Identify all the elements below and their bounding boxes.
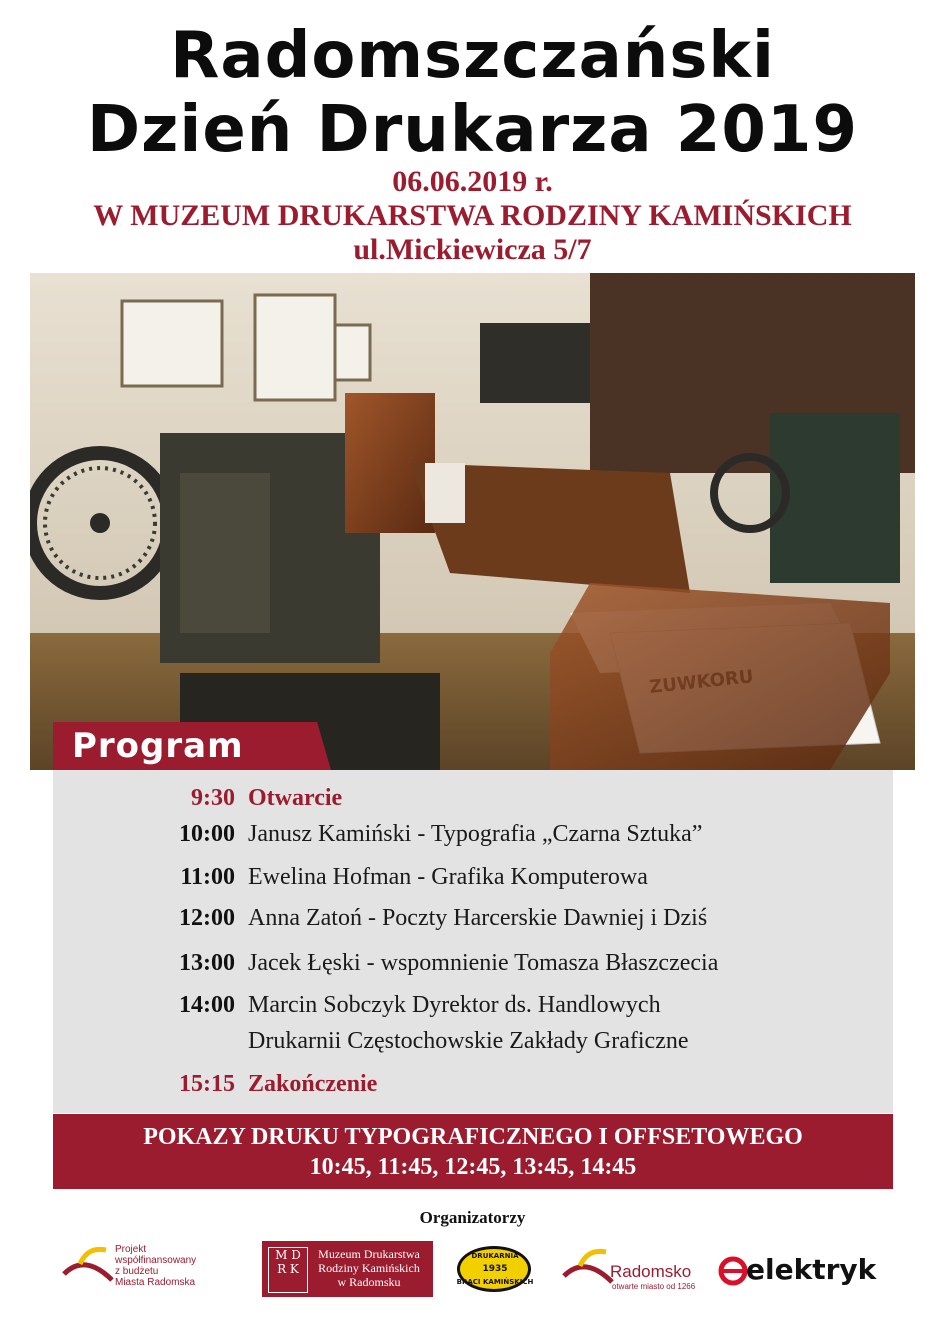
elektryk-name: elektryk xyxy=(746,1253,877,1286)
schedule-time: 14:00 xyxy=(179,992,235,1018)
printing-press-illustration xyxy=(30,273,915,770)
drukarnia-year: 1935 xyxy=(482,1264,508,1274)
elektryk-e-icon xyxy=(718,1252,748,1288)
schedule-desc-line2: Drukarnii Częstochowskie Zakłady Graficzne xyxy=(248,1028,689,1054)
poster-title-line2: Dzień Drukarza 2019 xyxy=(87,93,858,167)
event-date: 06.06.2019 r. xyxy=(392,165,553,198)
cofinancing-text: Projekt współfinansowany z budżetu Miasta Radomska xyxy=(115,1244,197,1288)
organizers-heading: Organizatorzy xyxy=(419,1208,526,1227)
drukarnia-top-text: DRUKARNIA xyxy=(471,1252,519,1260)
museum-logo xyxy=(262,1241,433,1297)
radomsko-logo xyxy=(560,1240,700,1300)
program-schedule xyxy=(53,770,893,1113)
schedule-time: 11:00 xyxy=(180,864,235,890)
schedule-desc: Zakończenie xyxy=(248,1071,378,1097)
radomsko-tagline: otwarte miasto od 1266 xyxy=(612,1282,696,1291)
schedule-time: 10:00 xyxy=(179,821,235,847)
schedule-desc: Ewelina Hofman - Grafika Komputerowa xyxy=(248,864,648,890)
schedule-desc: Janusz Kamiński - Typografia „Czarna Sztuka” xyxy=(248,821,703,847)
printing-press-photo xyxy=(30,273,915,770)
museum-logo-text: Muzeum Drukarstwa Rodziny Kamińskich w Radomsku xyxy=(318,1247,420,1289)
city-cofinancing-logo xyxy=(60,1240,240,1300)
demos-title: POKAZY DRUKU TYPOGRAFICZNEGO I OFFSETOWEGO xyxy=(143,1124,803,1150)
schedule-time: 15:15 xyxy=(179,1071,235,1097)
elektryk-logo xyxy=(718,1252,888,1288)
event-address: ul.Mickiewicza 5/7 xyxy=(353,233,592,266)
schedule-time: 12:00 xyxy=(179,905,235,931)
swoosh-icon xyxy=(60,1240,120,1290)
radomsko-name: Radomsko xyxy=(610,1262,692,1281)
schedule-desc: Marcin Sobczyk Dyrektor ds. Handlowych xyxy=(248,992,661,1018)
schedule-desc: Anna Zatoń - Poczty Harcerskie Dawniej i Dziś xyxy=(248,905,708,931)
drukarnia-bottom-text: BRACI KAMIŃSKICH xyxy=(456,1278,534,1286)
program-heading: Program xyxy=(72,726,244,766)
schedule-time: 9:30 xyxy=(191,785,235,811)
demos-times: 10:45, 11:45, 12:45, 13:45, 14:45 xyxy=(309,1154,637,1180)
event-venue: W MUZEUM DRUKARSTWA RODZINY KAMIŃSKICH xyxy=(93,199,852,232)
schedule-desc: Otwarcie xyxy=(248,785,343,811)
schedule-desc: Jacek Łęski - wspomnienie Tomasza Błaszczecia xyxy=(248,950,719,976)
drukarnia-logo xyxy=(455,1240,535,1296)
poster-title-line1: Radomszczański xyxy=(170,19,775,93)
schedule-time: 13:00 xyxy=(179,950,235,976)
demos-banner xyxy=(53,1114,893,1189)
museum-monogram: M D R K xyxy=(268,1247,308,1293)
